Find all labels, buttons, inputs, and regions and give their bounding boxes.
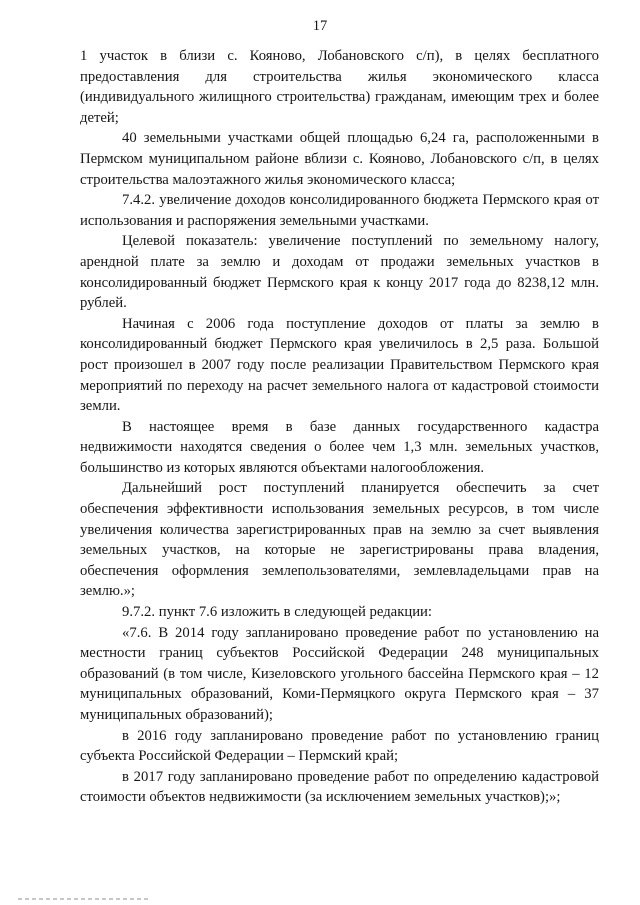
paragraph-9-7-2-amendment: 9.7.2. пункт 7.6 изложить в следующей редакции: [122,604,433,621]
paragraph-40-land-plots: 40 земельными участками общей площадью 6,24 га, расположенными в Пермском муниципальном районе вблизи с. Кояново, Лобановского с/п, в целях строительства малоэтажного жилья экономического класса; [80,130,599,188]
paragraph-7-6-year-2014: «7.6. В 2014 году запланировано проведение работ по установлению на местности границ субъектов Российской Федерации 248 муниципальных образований (в том числе, Кизеловского угольного бассейна Пермского края – 12 муниципальных образований, Коми-Пермяцкого округа Пермского края – 37 муниципальных образований); [80,624,599,723]
scan-edge-artifact [18,898,148,900]
paragraph-year-2016: в 2016 году запланировано проведение работ по установлению границ субъекта Российской Федерации – Пермский край; [80,727,599,765]
page-number: 17 [312,18,328,34]
document-body [80,46,599,808]
paragraph-cadastre-database: В настоящее время в базе данных государственного кадастра недвижимости находятся сведения о более чем 1,3 млн. земельных участков, большинство из которых являются объектами налогообложения. [80,418,599,476]
paragraph-7-4-2-budget-income: 7.4.2. увеличение доходов консолидированного бюджета Пермского края от использования и распоряжения земельными участками. [80,192,599,229]
paragraph-land-plot-large-families: 1 участок в близи с. Кояново, Лобановского с/п), в целях бесплатного предоставления для строительства жилья экономического класса (индивидуального жилищного строительства) гражданам, имеющим трех и более детей; [80,48,599,126]
paragraph-year-2017: в 2017 году запланировано проведение работ по определению кадастровой стоимости объектов недвижимости (за исключением земельных участков);»; [80,768,599,806]
paragraph-further-growth: Дальнейший рост поступлений планируется обеспечить за счет обеспечения эффективности использования земельных ресурсов, в том числе увеличения количества зарегистрированных прав на землю за счет выявления земельных участков, на которые не зарегистрированы права владения, обеспечения оформления землепользователями, землевладельцами прав на землю.»; [80,480,599,600]
paragraph-income-growth-since-2006: Начиная с 2006 года поступление доходов от платы за землю в консолидированный бюджет Пермского края увеличилось в 2,5 раза. Большой рост произошел в 2007 году после реализации Правительством Пермского края мероприятий по переходу на расчет земельного налога от кадастровой стоимости земли. [80,315,599,415]
paragraph-target-indicator: Целевой показатель: увеличение поступлений по земельному налогу, арендной плате за землю и доходам от продажи земельных участков в консолидированный бюджет Пермского края к концу 2017 года до 8238,12 млн. рублей. [80,233,599,312]
